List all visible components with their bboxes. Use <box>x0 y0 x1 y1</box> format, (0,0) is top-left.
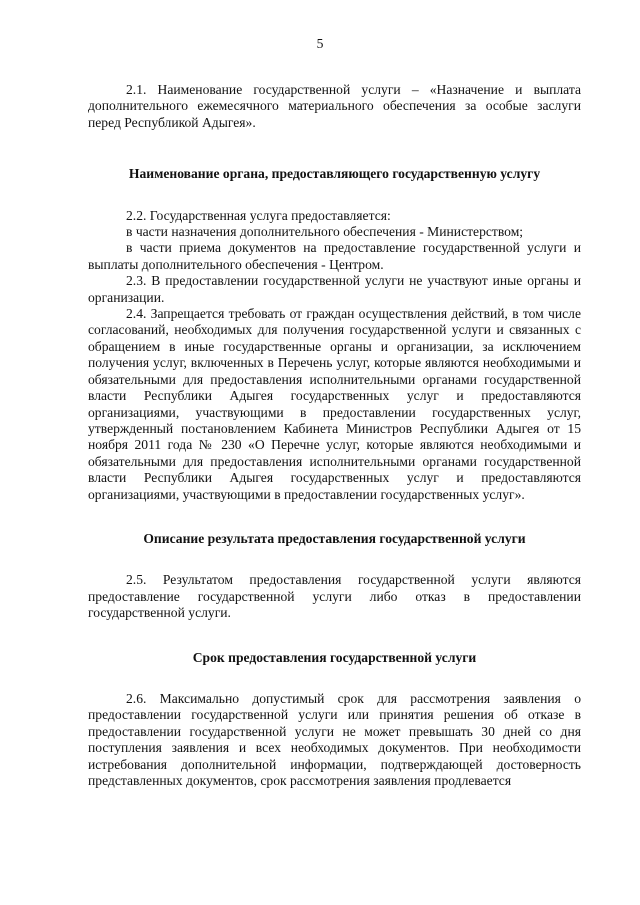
section-heading-organ: Наименование органа, предоставляющего государственную услугу <box>128 166 541 182</box>
paragraph-2-2-center: в части приема документов на предоставление государственной услуги и выплаты дополнительного обеспечения - Центром. <box>88 240 581 272</box>
section-heading-term: Срок предоставления государственной услуги <box>192 649 477 665</box>
section-heading-result: Описание результата предоставления государственной услуги <box>143 530 526 546</box>
paragraph-2-6: 2.6. Максимально допустимый срок для рассмотрения заявления о предоставлении государственной услуги или принятия решения об отказе в предоставлении государственной услуги не может превышать 30 дней со дня поступления заявления и всех необходимых документов. При необходимости истребования дополнительной информации, подтверждающей достоверность представленных документов, срок рассмотрения заявления продлевается <box>88 690 581 788</box>
paragraph-2-4: 2.4. Запрещается требовать от граждан осуществления действий, в том числе согласований, необходимых для получения государственной услуги и связанных с обращением в иные государственные органы и организации, за исключением получения услуг, включенных в Перечень услуг, которые являются необходимыми и обязательными для предоставления исполнительными органами государственной власти Республики Адыгея государственных услуг и предоставляются организациями, участвующими в предоставлении государственных услуг, утвержденный постановлением Кабинета Министров Республики Адыгея от 15 ноября 2011 года № 230 «О Перечне услуг, которые являются необходимыми и обязательными для предоставления исполнительными органами государственной власти Республики Адыгея государственных услуг и предоставляются организациями, участвующими в предоставлении государственных услуг». <box>88 306 581 502</box>
paragraph-2-5: 2.5. Результатом предоставления государственной услуги являются предоставление государственной услуги либо отказ в предоставлении государственной услуги. <box>88 572 581 621</box>
paragraph-2-2: 2.2. Государственная услуга предоставляется: <box>126 207 391 223</box>
paragraph-2-2-ministry: в части назначения дополнительного обеспечения - Министерством; <box>126 224 524 240</box>
document-body <box>88 82 581 789</box>
page-number: 5 <box>316 36 324 51</box>
paragraph-2-3: 2.3. В предоставлении государственной услуги не участвуют иные органы и организации. <box>88 273 581 305</box>
paragraph-2-1: 2.1. Наименование государственной услуги – «Назначение и выплата дополнительного ежемесячного материального обеспечения за особые заслуги перед Республикой Адыгея». <box>88 82 581 130</box>
